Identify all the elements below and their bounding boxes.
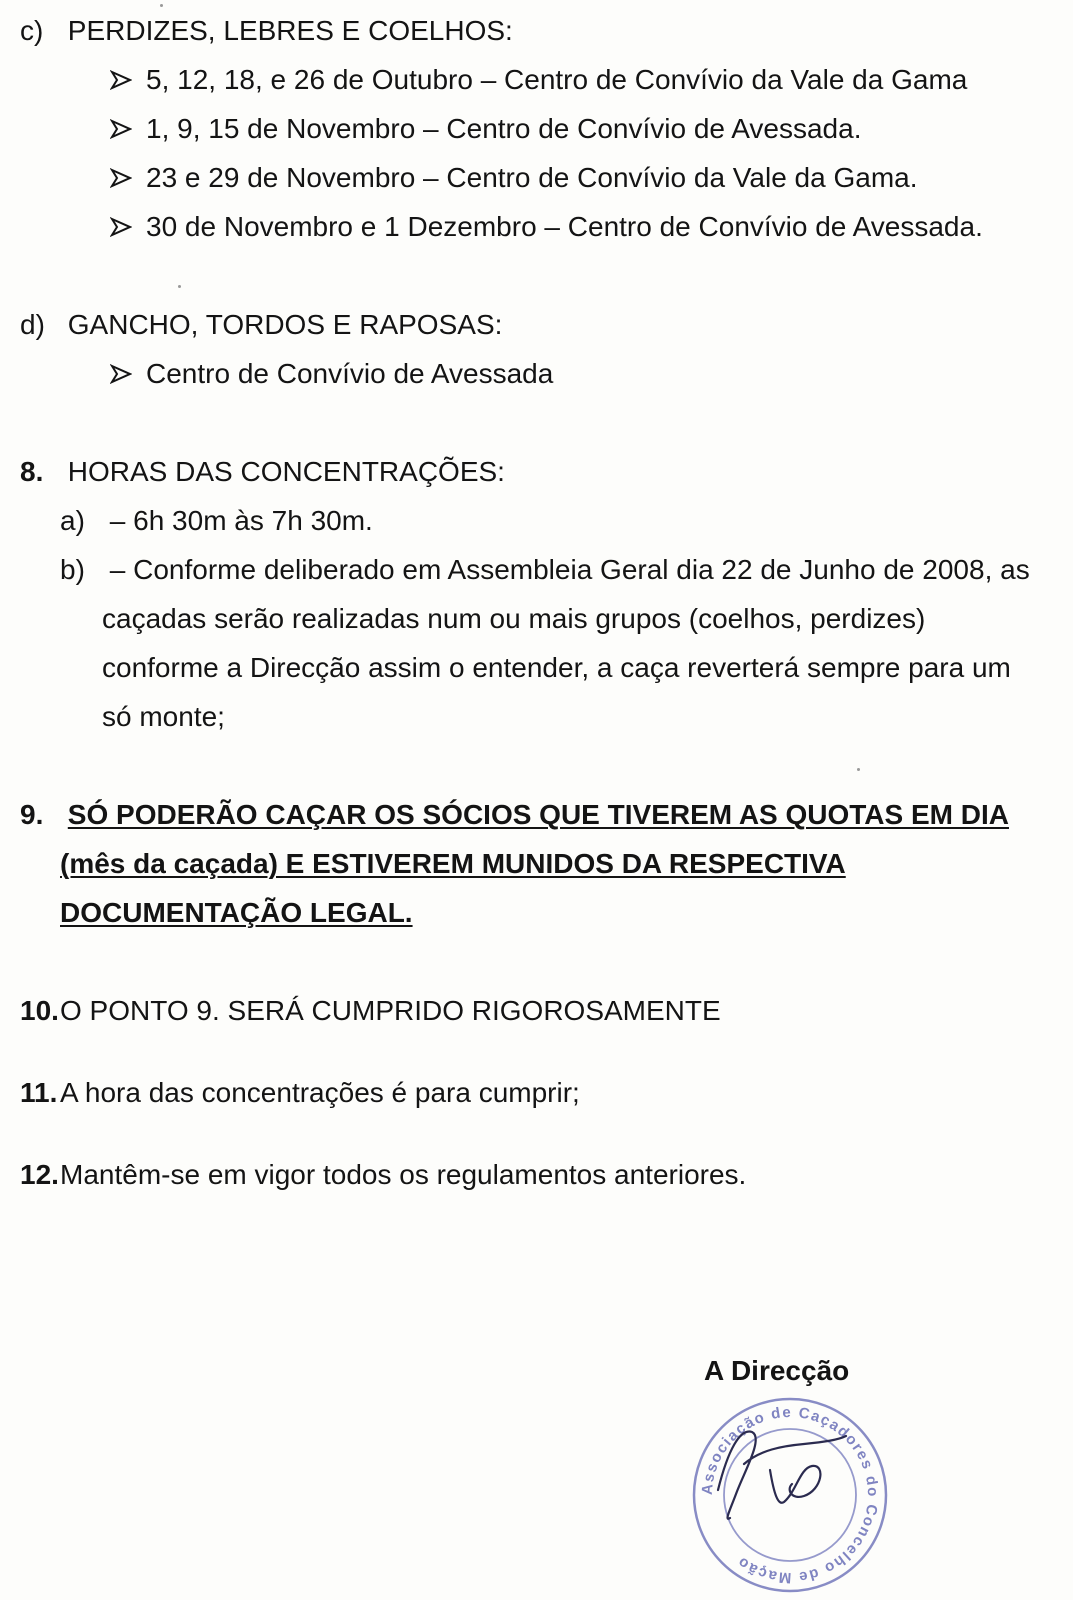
item-9-line: SÓ PODERÃO CAÇAR OS SÓCIOS QUE TIVEREM AS QUOTAS EM DIA [67,799,1009,830]
item-8-b [60,553,1030,587]
item-8-heading [20,455,505,489]
item-8-title: HORAS DAS CONCENTRAÇÕES: [67,456,505,487]
item-11-text: A hora das concentrações é para cumprir; [60,1077,580,1108]
item-12 [20,1158,746,1192]
item-9-line: DOCUMENTAÇÃO LEGAL. [60,897,413,928]
svg-text:Associação de Caçadores do Con: Associação de Caçadores do Concelho de Mação [698,1403,882,1587]
list-item [110,210,983,244]
item-9-line: (mês da caçada) E ESTIVEREM MUNIDOS DA RESPECTIVA [60,848,846,879]
item-8-b-label: b) [60,554,85,585]
arrow-bullet-icon [110,161,146,195]
item-10-text: O PONTO 9. SERÁ CUMPRIDO RIGOROSAMENTE [60,995,721,1026]
section-c-item: 30 de Novembro e 1 Dezembro – Centro de Convívio de Avessada. [146,211,983,242]
item-8-number: 8. [20,456,44,487]
item-8-b-line: – Conforme deliberado em Assembleia Geral dia 22 de Junho de 2008, as [109,554,1030,585]
section-d-title: GANCHO, TORDOS E RAPOSAS: [67,309,503,340]
item-8-a [60,504,373,538]
section-d-label: d) [20,309,45,340]
item-12-text: Mantêm-se em vigor todos os regulamentos anteriores. [60,1159,747,1190]
item-11 [20,1076,580,1110]
section-c-item: 5, 12, 18, e 26 de Outubro – Centro de Convívio da Vale da Gama [146,64,968,95]
section-d-heading [20,308,502,342]
handwritten-signature [700,1410,860,1530]
arrow-bullet-icon [110,210,146,244]
item-8-a-text: – 6h 30m às 7h 30m. [109,505,373,536]
list-item [110,63,967,97]
item-9-heading [20,798,1009,832]
section-c-item: 1, 9, 15 de Novembro – Centro de Convívio de Avessada. [146,113,862,144]
scan-speck [178,285,181,288]
item-11-number: 11. [20,1077,58,1108]
item-12-number: 12. [20,1159,59,1190]
item-10-number: 10. [20,995,59,1026]
arrow-bullet-icon [110,357,146,391]
arrow-bullet-icon [110,63,146,97]
item-8-b-line: só monte; [102,701,225,732]
item-9-number: 9. [20,799,44,830]
item-8-a-label: a) [60,505,85,536]
item-8-b-line: conforme a Direcção assim o entender, a caça reverterá sempre para um [102,652,1011,683]
section-d-item: Centro de Convívio de Avessada [146,358,554,389]
list-item [110,357,553,391]
signature-title: A Direcção [704,1355,850,1386]
scan-speck [857,768,860,771]
section-c-item: 23 e 29 de Novembro – Centro de Convívio da Vale da Gama. [146,162,918,193]
scan-speck [160,4,163,7]
item-8-b-line: caçadas serão realizadas num ou mais grupos (coelhos, perdizes) [102,603,926,634]
section-c-label: c) [20,15,44,46]
list-item [110,161,918,195]
arrow-bullet-icon [110,112,146,146]
section-c-heading [20,14,513,48]
list-item [110,112,861,146]
item-10 [20,994,721,1028]
section-c-title: PERDIZES, LEBRES E COELHOS: [67,15,513,46]
